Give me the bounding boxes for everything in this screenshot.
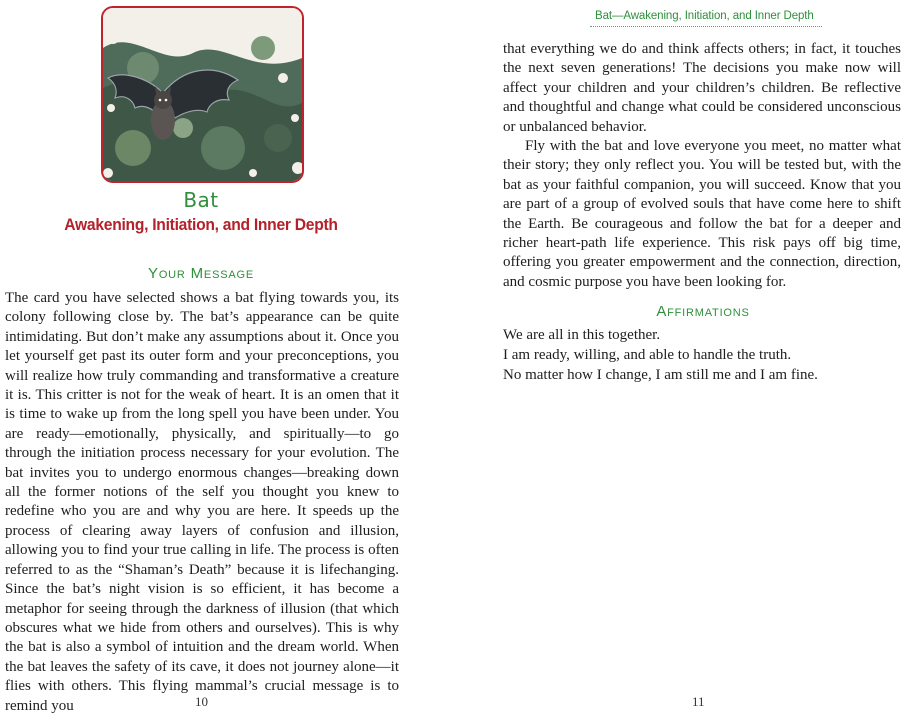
affirmation-item: I am ready, willing, and able to handle the truth. — [503, 347, 792, 363]
affirmation-item: No matter how I change, I am still me and I am fine. — [503, 367, 818, 383]
page-number-left: 10 — [195, 694, 208, 709]
message-body — [5, 289, 399, 716]
section-heading-your-message: Your Message — [148, 265, 254, 282]
second-paragraph: Fly with the bat and love everyone you meet, no matter what their story; they only reflect you. You will be tested but, with the bat as your faithful companion, you will succeed. Know that you are part of a group of evolved souls that have come here to shift the Earth. Be courageous and follow the bat for a deeper and richer heart-path life experience. This risk pays off big time, offering you greater empowerment and the connection, direction, and cosmic purpose you have been looking for. — [503, 138, 901, 290]
bat-card-illustration — [101, 6, 304, 183]
card-subtitle: Awakening, Initiation, and Inner Depth — [64, 215, 338, 234]
section-heading-affirmations: Affirmations — [656, 303, 750, 320]
left-page — [0, 0, 453, 712]
card-title: Bat — [183, 188, 219, 212]
message-paragraph: The card you have selected shows a bat flying towards you, its colony following close by. The bat’s appearance can be quite intimidating. But don’t make any assumptions about it. Once you let yourself get past its outer form and your preconceptions, you will realize how truly commanding and transformative a creature it is. This critter is not for the weak of heart. It is an omen that it is time to wake up from the long spell you have been under. You are ready—emotionally, physically, and spiritually—to go through the initiation process necessary for your evolution. The bat invites you to undergo enormous changes—breaking down all the former notions of the self you thought you knew to redefine who you are and why you are here. It speeds up the process of clearing away layers of confusion and illusion, allowing you to find your true calling in life. The process is often referred to as the “Shaman’s Death” because it is lifechanging. Since the bat’s night vision is so efficient, it has become a metaphor for seeing through the darkness of illusion (that which obscures what we hide from others and ourselves). This is why the bat is also a symbol of intuition and the dream world. When the bat leaves the safety of its cave, it does not journey alone—it flies with others. This flying mammal’s crucial message is to remind you — [5, 290, 399, 714]
page-number-right: 11 — [692, 694, 705, 709]
continuation-body — [503, 40, 901, 292]
affirmations-list — [503, 325, 901, 385]
continuation-paragraph: that everything we do and think affects others; in fact, it touches the next seven generations! The decisions you make now will affect your children and your children’s children. Be reflective and thoughtful and change what could be considered unconscious or unbalanced behavior. — [503, 41, 901, 135]
header-rule — [590, 26, 822, 27]
running-header: Bat—Awakening, Initiation, and Inner Depth — [595, 10, 814, 22]
affirmation-item: We are all in this together. — [503, 327, 661, 343]
